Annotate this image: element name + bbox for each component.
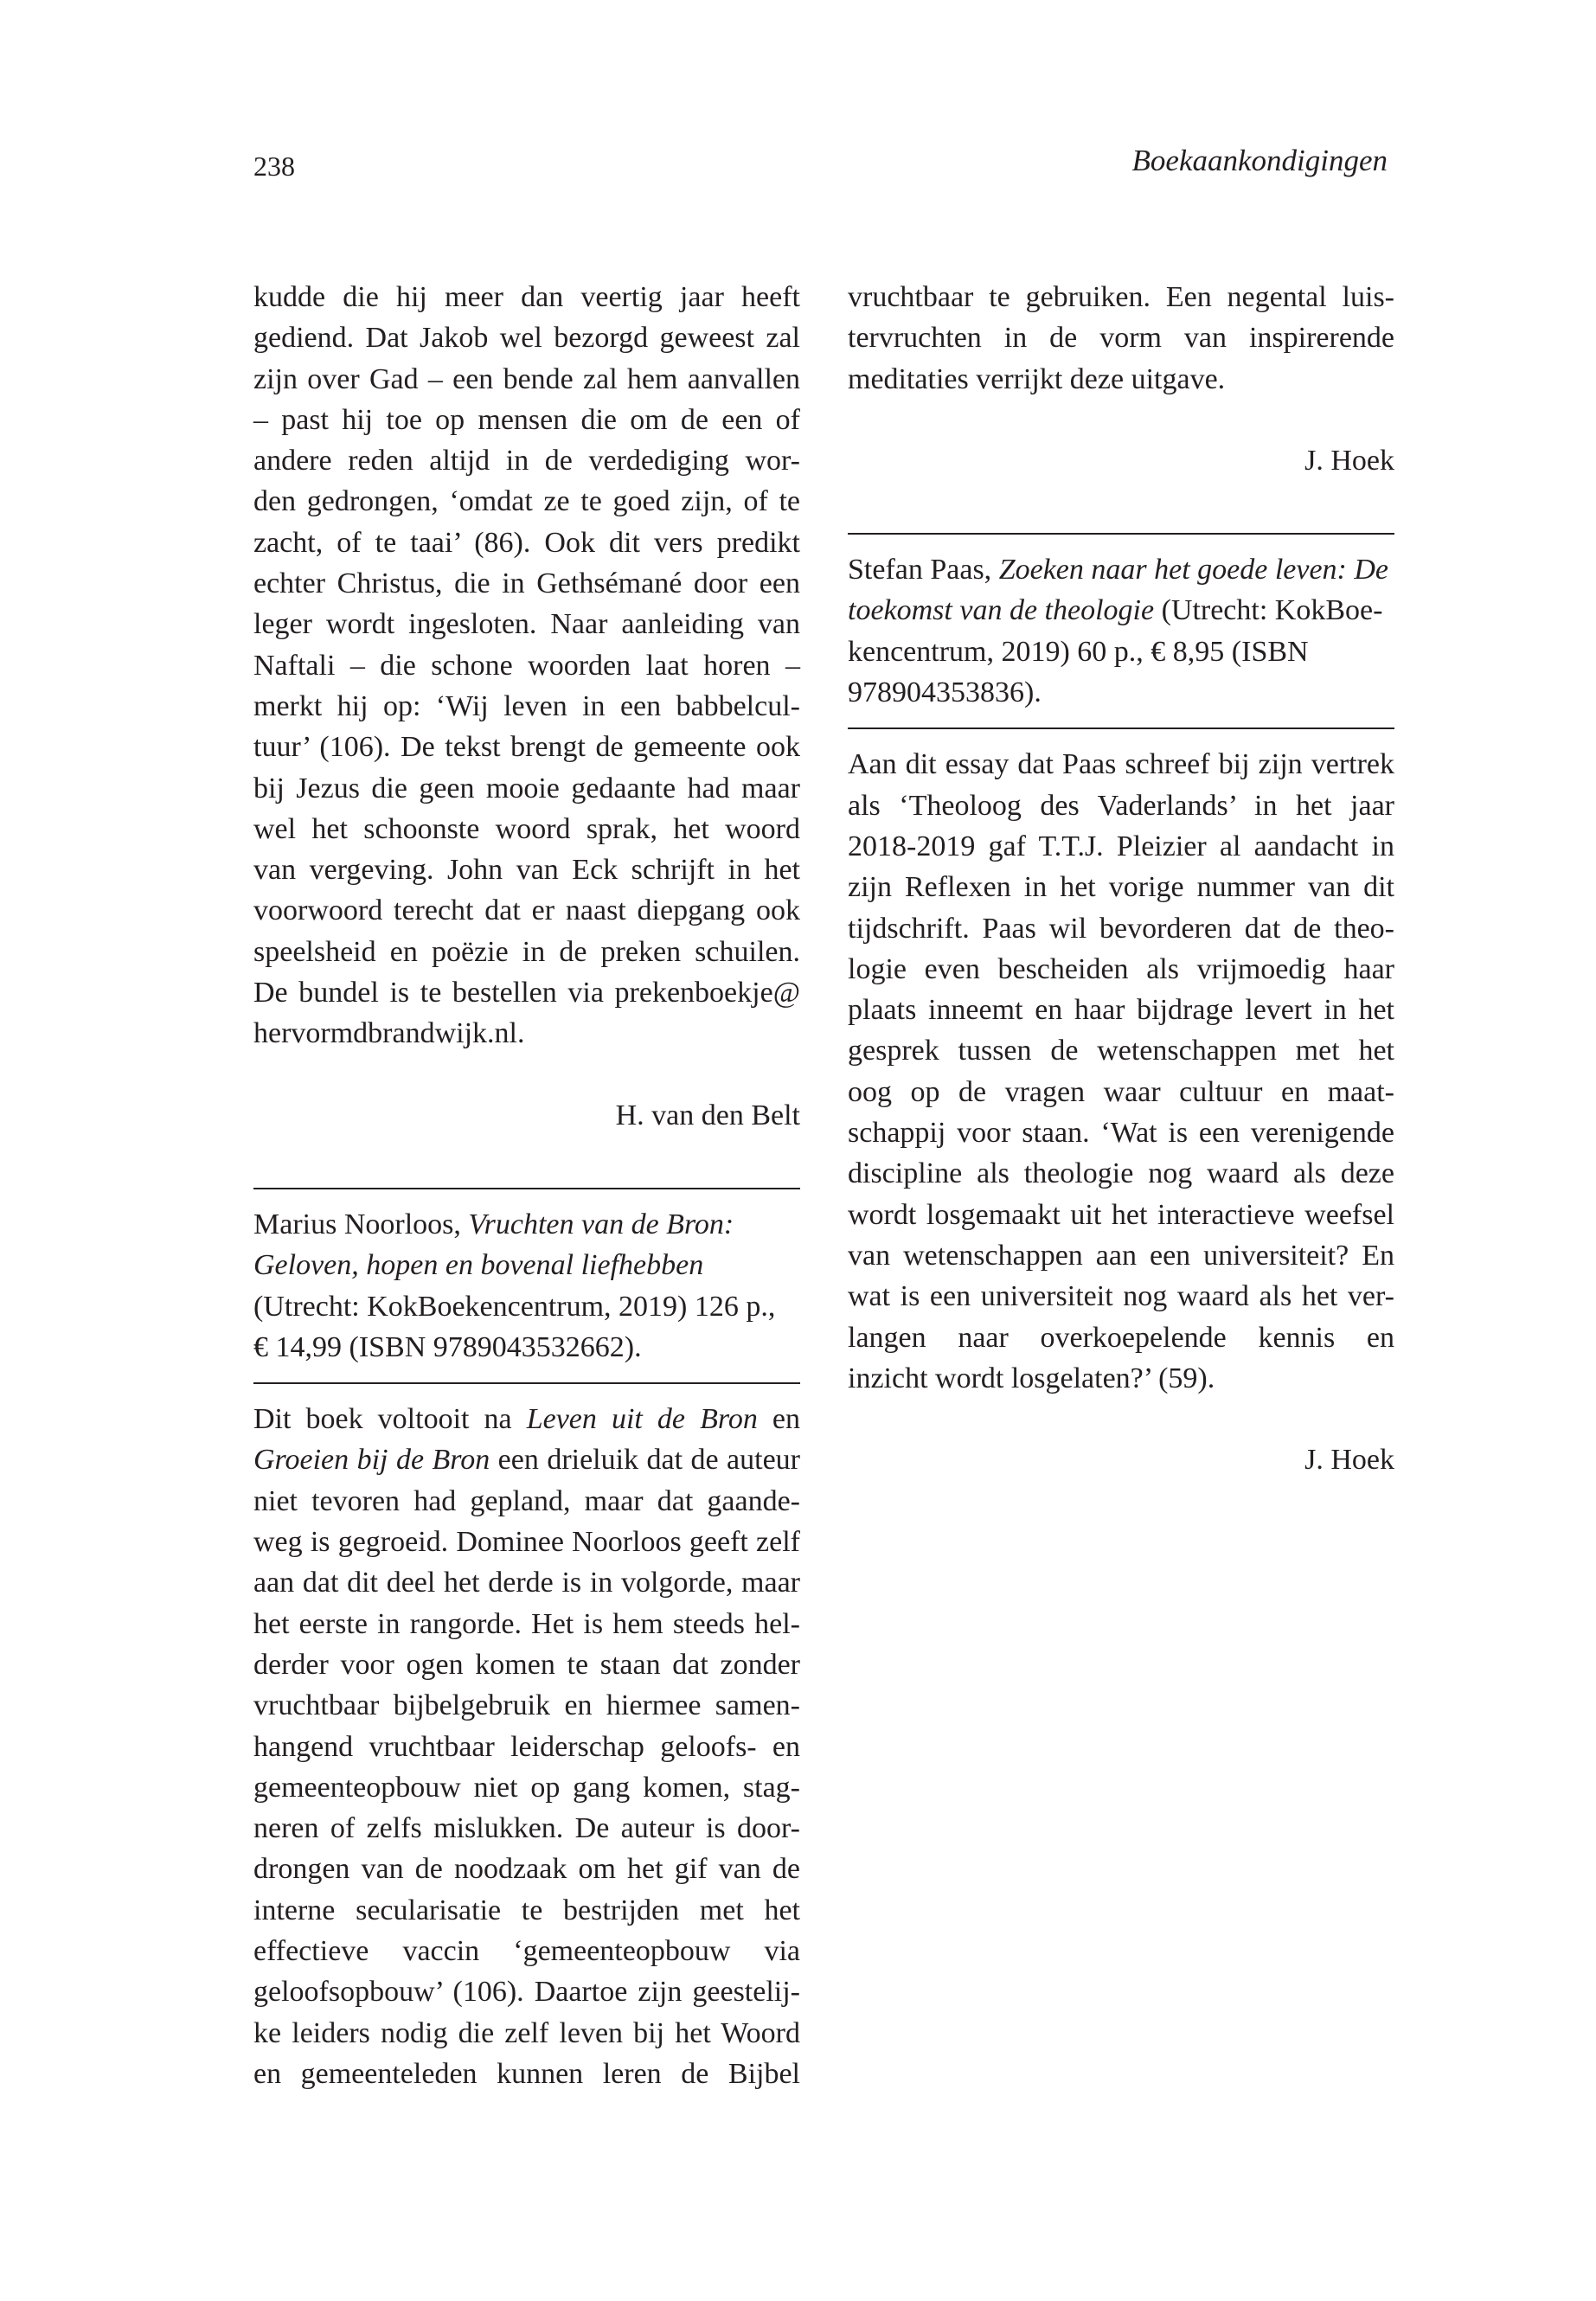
text-line: voorwoord terecht dat er naast diepgang ook [253, 894, 800, 927]
text-line: discipline als theologie nog waard als deze [848, 1157, 1394, 1190]
text-line: niet tevoren had gepland, maar dat gaande- [253, 1484, 800, 1517]
page-number: 238 [253, 151, 295, 182]
text-line: zacht, of te taai’ (86). Ook dit vers predikt [253, 526, 800, 559]
text-line: Groeien bij de Bron een drieluik dat de auteur [253, 1444, 801, 1477]
running-title: Boekaankondigingen [1131, 144, 1388, 177]
text-line: oog op de vragen waar cultuur en maat- [848, 1075, 1394, 1108]
book-citation [253, 1204, 800, 1368]
text-line: langen naar overkoepelende kennis en [848, 1321, 1394, 1354]
text-line: tervruchten in de vorm van inspirerende [848, 322, 1394, 355]
text-line: den gedrongen, ‘omdat ze te goed zijn, of te [253, 485, 800, 518]
text-line: neren of zelfs mislukken. De auteur is door- [253, 1812, 800, 1845]
text-line: van vergeving. John van Eck schrijft in het [253, 854, 800, 887]
right-column [848, 277, 1394, 1480]
text-line: plaats inneemt en haar bijdrage levert in het [848, 994, 1394, 1027]
text-line: derder voor ogen komen te staan dat zonder [253, 1648, 800, 1681]
text-line: interne secularisatie te bestrijden met het [253, 1894, 800, 1926]
text-line: tijdschrift. Paas wil bevorderen dat de theo- [848, 912, 1394, 945]
text-line: echter Christus, die in Gethsémané door een [253, 567, 800, 600]
text-line [848, 590, 1394, 631]
text-line: geloofsopbouw’ (106). Daartoe zijn geestelij- [253, 1976, 800, 2009]
book-title: Geloven, hopen en bovenal liefhebben [253, 1249, 704, 1282]
text-line: van wetenschappen aan een universiteit? En [848, 1239, 1394, 1272]
book-author: Stefan Paas, [848, 554, 999, 586]
text-line: Aan dit essay dat Paas schreef bij zijn vertrek [848, 748, 1394, 781]
book-title: Zoeken naar het goede leven: De [998, 554, 1389, 586]
text-line: gesprek tussen de wetenschappen met het [848, 1035, 1394, 1067]
text-line: als ‘Theoloog des Vaderlands’ in het jaar [848, 789, 1394, 822]
text-line: drongen van de noodzaak om het gif van de [253, 1853, 800, 1886]
text-line: het eerste in rangorde. Het is hem steeds hel- [253, 1607, 800, 1640]
book-details: (Utrecht: KokBoe- [1154, 594, 1383, 627]
text-line: schappij voor staan. ‘Wat is een verenigende [848, 1117, 1394, 1150]
text-line: kudde die hij meer dan veertig jaar heeft [253, 281, 800, 313]
book-title: toekomst van de theologie [848, 594, 1155, 627]
text-line: vruchtbaar bijbelgebruik en hiermee samen- [253, 1689, 800, 1722]
text-line: De bundel is te bestellen via prekenboekje@ [253, 977, 800, 1009]
book-citation [848, 549, 1394, 713]
review-1-body [253, 277, 800, 1054]
text-line: Naftali – die schone woorden laat horen – [253, 649, 800, 682]
reviewer-signature: H. van den Belt [615, 1099, 800, 1131]
left-column [253, 277, 800, 2094]
text-line: tuur’ (106). De tekst brengt de gemeente ook [253, 731, 800, 764]
text-line [253, 1204, 800, 1245]
text-line: hervormdbrandwijk.nl. [253, 1017, 525, 1050]
text-line: weg is gegroeid. Dominee Noorloos geeft zelf [253, 1526, 800, 1559]
reviewer-signature: J. Hoek [1304, 1444, 1394, 1477]
text-line: – past hij toe op mensen die om de een of [253, 403, 800, 436]
book-details: kencentrum, 2019) 60 p., € 8,95 (ISBN [848, 635, 1309, 668]
book-author: Marius Noorloos, [253, 1208, 469, 1240]
text-line: logie even bescheiden als vrijmoedig haar [848, 952, 1394, 985]
text-line: zijn Reflexen in het vorige nummer van dit [848, 871, 1394, 904]
text-line: effectieve vaccin ‘gemeenteopbouw via [253, 1934, 800, 1967]
book-title: Vruchten van de Bron: [468, 1208, 734, 1240]
book-details: 978904353836). [848, 676, 1042, 709]
text-line: hangend vruchtbaar leiderschap geloofs- en [253, 1730, 800, 1763]
text-line: wat is een universiteit nog waard als het ver- [848, 1280, 1394, 1313]
text-line: wordt losgemaakt uit het interactieve weefsel [848, 1198, 1394, 1231]
reviewer-signature: J. Hoek [1304, 444, 1394, 477]
text-line: Dit boek voltooit na Leven uit de Bron en [253, 1403, 800, 1436]
text-line: meditaties verrijkt deze uitgave. [848, 362, 1226, 395]
text-line: inzicht wordt losgelaten?’ (59). [848, 1362, 1215, 1394]
book-details: (Utrecht: KokBoekencentrum, 2019) 126 p., [253, 1290, 776, 1323]
text-line: bij Jezus die geen mooie gedaante had maar [253, 772, 800, 804]
text-line: aan dat dit deel het derde is in volgorde, maar [253, 1567, 800, 1599]
text-line: gediend. Dat Jakob wel bezorgd geweest zal [253, 322, 800, 355]
text-line: zijn over Gad – een bende zal hem aanvallen [253, 362, 800, 395]
text-line: wel het schoonste woord sprak, het woord [253, 812, 800, 845]
text-line: merkt hij op: ‘Wij leven in een babbelcul- [253, 689, 800, 722]
text-line: speelsheid en poëzie in de preken schuilen. [253, 935, 800, 968]
text-line: 2018-2019 gaf T.T.J. Pleizier al aandacht in [848, 830, 1394, 862]
text-line [848, 549, 1394, 590]
text-line: ke leiders nodig die zelf leven bij het Woord [253, 2016, 800, 2049]
review-3-body [848, 744, 1394, 1399]
text-line: andere reden altijd in de verdediging wor- [253, 445, 800, 478]
text-line: en gemeenteleden kunnen leren de Bijbel [253, 2057, 800, 2090]
text-line: vruchtbaar te gebruiken. Een negental luis- [848, 281, 1394, 313]
book-details: € 14,99 (ISBN 9789043532662). [253, 1330, 642, 1363]
text-line: gemeenteopbouw niet op gang komen, stag- [253, 1771, 800, 1804]
review-2-continuation [848, 277, 1394, 400]
review-2-body [253, 1399, 800, 2094]
text-line: leger wordt ingesloten. Naar aanleiding van [253, 608, 800, 641]
